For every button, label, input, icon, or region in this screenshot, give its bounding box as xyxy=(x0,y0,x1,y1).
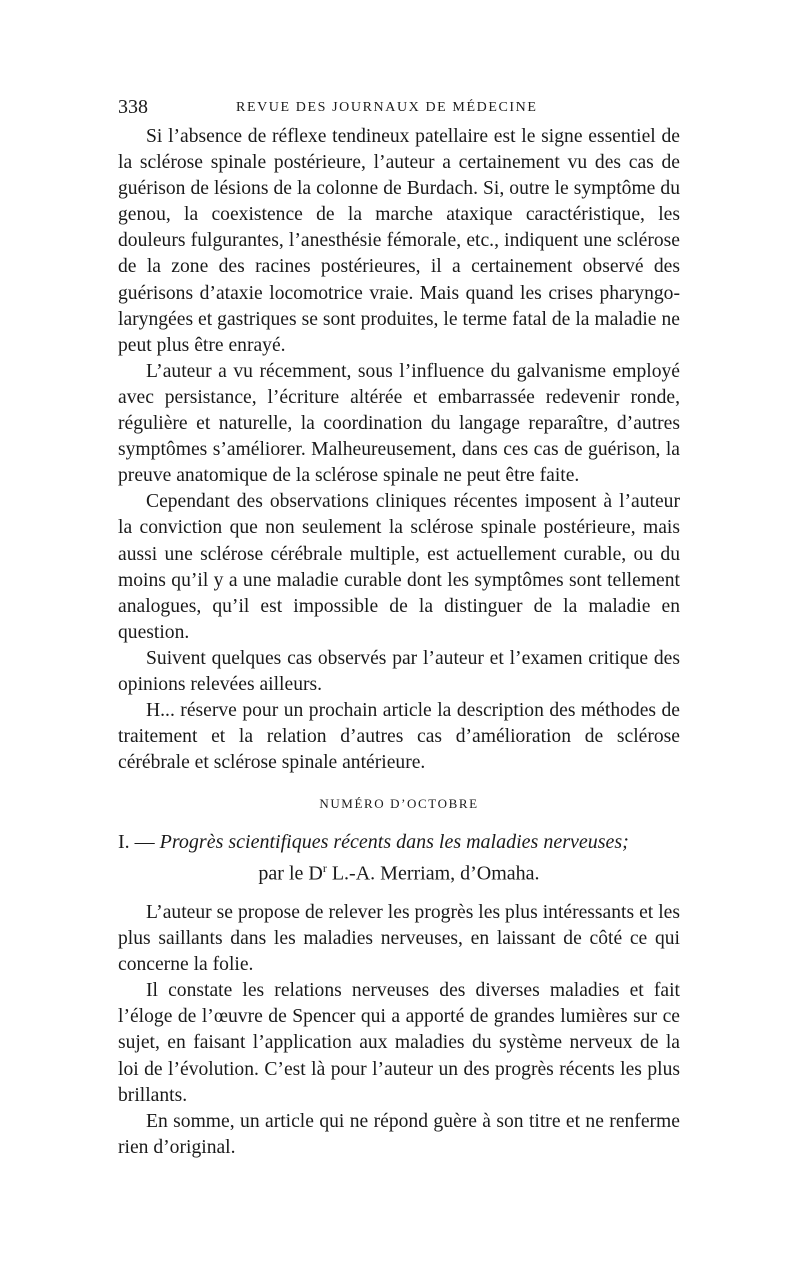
byline-superscript: r xyxy=(322,861,327,875)
page-number: 338 xyxy=(118,96,148,118)
paragraph: L’auteur se propose de relever les progrès les plus intéressants et les plus saillants dans les maladies nerveuses, en laissant de côté ce qui concerne la folie. xyxy=(118,902,680,976)
article-number: I. — xyxy=(118,831,160,853)
paragraph: Il constate les relations nerveuses des diverses maladies et fait l’éloge de l’œuvre de Spencer qui a apporté de grandes lumières sur ce sujet, en faisant l’application aux maladies du système nerveux de la loi de l’évolution. C’est là pour l’auteur un des progrès récents les plus brillants. xyxy=(118,980,680,1106)
byline-prefix: par le D xyxy=(258,862,323,885)
byline-name: L.-A. Merriam, d’Omaha. xyxy=(326,862,540,885)
article-title-line xyxy=(118,829,680,855)
paragraph: Suivent quelques cas observés par l’auteur et l’examen critique des opinions relevées ailleurs. xyxy=(118,647,680,695)
running-title: REVUE DES JOURNAUX DE MÉDECINE xyxy=(236,100,538,115)
paragraph: Cependant des observations cliniques récentes imposent à l’auteur la conviction que non seulement la sclérose spinale postérieure, mais aussi une sclérose cérébrale multiple, est actuellement curable, ou du moins qu’il y a une maladie curable dont les symptômes sont tellement analogues, qu’il est impossible de la distinguer de la maladie en question. xyxy=(118,491,680,643)
section-heading: NUMÉRO D’OCTOBRE xyxy=(319,796,479,811)
page-header xyxy=(118,96,678,120)
body-text-top xyxy=(118,124,680,776)
paragraph: En somme, un article qui ne répond guère à son titre et ne renferme rien d’original. xyxy=(118,1110,680,1158)
paragraph: Si l’absence de réflexe tendineux patellaire est le signe essentiel de la sclérose spinale postérieure, l’auteur a certainement vu des cas de guérison de lésions de la colonne de Burdach. Si, outre le symptôme du genou, la coexistence de la marche ataxique caractéristique, les douleurs fulgurantes, l’anesthésie fémorale, etc., indiquent une sclérose de la zone des racines postérieures, il a certainement observé des guérisons d’ataxie locomotrice vraie. Mais quand les crises pharyngo-laryngées et gastriques se sont produites, le terme fatal de la maladie ne peut plus être enrayé. xyxy=(118,126,680,356)
paragraph: H... réserve pour un prochain article la description des méthodes de traitement et la relation d’autres cas d’amélioration de sclérose cérébrale et sclérose spinale antérieure. xyxy=(118,700,680,774)
article-byline xyxy=(118,855,680,887)
paragraph: L’auteur a vu récemment, sous l’influence du galvanisme employé avec persistance, l’écriture altérée et embarrassée redevenir ronde, régulière et naturelle, la coordination du langage reparaître, d’autres symptômes s’améliorer. Malheureusement, dans ces cas de guérison, la preuve anatomique de la sclérose spinale ne peut être faite. xyxy=(118,360,680,487)
article-title xyxy=(118,829,680,887)
article-title-text: Progrès scientifiques récents dans les maladies nerveuses; xyxy=(159,831,629,853)
body-text-bottom xyxy=(118,900,680,1161)
